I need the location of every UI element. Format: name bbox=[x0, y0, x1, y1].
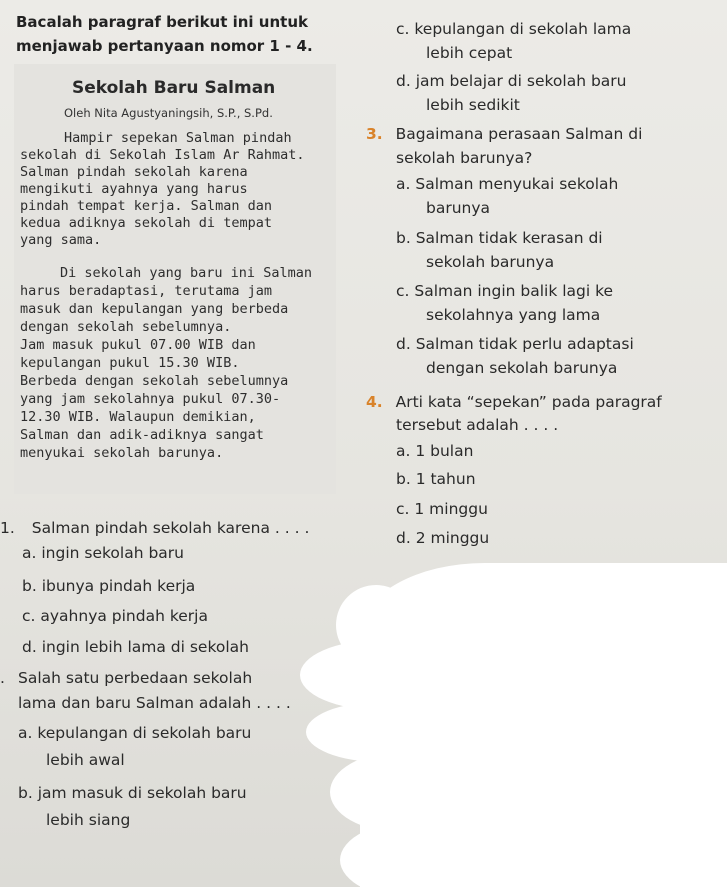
option: b. jam masuk di sekolah baru bbox=[18, 784, 247, 802]
question-text: Salman pindah sekolah karena . . . . bbox=[31, 519, 310, 537]
option: d. 2 minggu bbox=[396, 529, 490, 547]
story-line: mengikuti ayahnya yang harus bbox=[20, 181, 248, 197]
question-text: tersebut adalah . . . . bbox=[396, 416, 559, 434]
option: b. Salman tidak kerasan di bbox=[396, 229, 603, 247]
question-1 bbox=[0, 519, 309, 537]
story-line: sekolah di Sekolah Islam Ar Rahmat. bbox=[20, 147, 305, 163]
story-line: yang jam sekolahnya pukul 07.30- bbox=[20, 391, 281, 407]
story-line: kedua adiknya sekolah di tempat bbox=[20, 215, 272, 231]
story-byline: Oleh Nita Agustyaningsih, S.P., S.Pd. bbox=[64, 106, 273, 120]
story-line: harus beradaptasi, terutama jam bbox=[20, 283, 272, 299]
option-continued: lebih sedikit bbox=[426, 96, 520, 114]
story-line: 12.30 WIB. Walaupun demikian, bbox=[20, 409, 256, 425]
option: b. 1 tahun bbox=[396, 470, 476, 488]
option: b. ibunya pindah kerja bbox=[22, 577, 196, 595]
story-line: Salman dan adik-adiknya sangat bbox=[20, 427, 264, 443]
option-continued: lebih siang bbox=[46, 811, 131, 829]
option: a. Salman menyukai sekolah bbox=[396, 175, 619, 193]
story-title: Sekolah Baru Salman bbox=[72, 78, 276, 98]
option-continued: dengan sekolah barunya bbox=[426, 359, 618, 377]
story-line: kepulangan pukul 15.30 WIB. bbox=[20, 355, 240, 371]
story-line: yang sama. bbox=[20, 232, 102, 248]
question-4 bbox=[366, 393, 662, 411]
option: a. kepulangan di sekolah baru bbox=[18, 724, 252, 742]
option: d. Salman tidak perlu adaptasi bbox=[396, 335, 634, 353]
story-line: pindah tempat kerja. Salman dan bbox=[20, 198, 272, 214]
question-text: lama dan baru Salman adalah . . . . bbox=[18, 694, 291, 712]
story-line: dengan sekolah sebelumnya. bbox=[20, 319, 232, 335]
option: d. ingin lebih lama di sekolah bbox=[22, 638, 250, 656]
story-line: Jam masuk pukul 07.00 WIB dan bbox=[20, 337, 256, 353]
option: c. kepulangan di sekolah lama bbox=[396, 20, 632, 38]
story-line: Di sekolah yang baru ini Salman bbox=[60, 265, 312, 281]
story-line: masuk dan kepulangan yang berbeda bbox=[20, 301, 289, 317]
option-continued: lebih cepat bbox=[426, 44, 513, 62]
question-text: Bagaimana perasaan Salman di bbox=[395, 125, 643, 143]
question-3 bbox=[366, 125, 642, 143]
option: c. 1 minggu bbox=[396, 500, 488, 518]
question-2-number: . bbox=[0, 669, 5, 687]
question-number: 4. bbox=[366, 393, 383, 411]
story-line: Berbeda dengan sekolah sebelumnya bbox=[20, 373, 289, 389]
intro-line-1: Bacalah paragraf berikut ini untuk bbox=[16, 13, 308, 31]
story-line: menyukai sekolah barunya. bbox=[20, 445, 224, 461]
option: a. ingin sekolah baru bbox=[22, 544, 184, 562]
question-text: Salah satu perbedaan sekolah bbox=[18, 669, 253, 687]
question-text: sekolah barunya? bbox=[396, 149, 533, 167]
option: c. ayahnya pindah kerja bbox=[22, 607, 208, 625]
question-text: Arti kata “sepekan” pada paragraf bbox=[395, 393, 662, 411]
question-number: 1. bbox=[0, 519, 15, 537]
story-line: Salman pindah sekolah karena bbox=[20, 164, 248, 180]
intro-line-2: menjawab pertanyaan nomor 1 - 4. bbox=[16, 37, 313, 55]
question-number: 3. bbox=[366, 125, 383, 143]
option-continued: sekolah barunya bbox=[426, 253, 555, 271]
story-line: Hampir sepekan Salman pindah bbox=[64, 130, 292, 146]
option-continued: barunya bbox=[426, 199, 491, 217]
option-continued: lebih awal bbox=[46, 751, 125, 769]
option-continued: sekolahnya yang lama bbox=[426, 306, 601, 324]
option: c. Salman ingin balik lagi ke bbox=[396, 282, 614, 300]
option: d. jam belajar di sekolah baru bbox=[396, 72, 627, 90]
option: a. 1 bulan bbox=[396, 442, 474, 460]
